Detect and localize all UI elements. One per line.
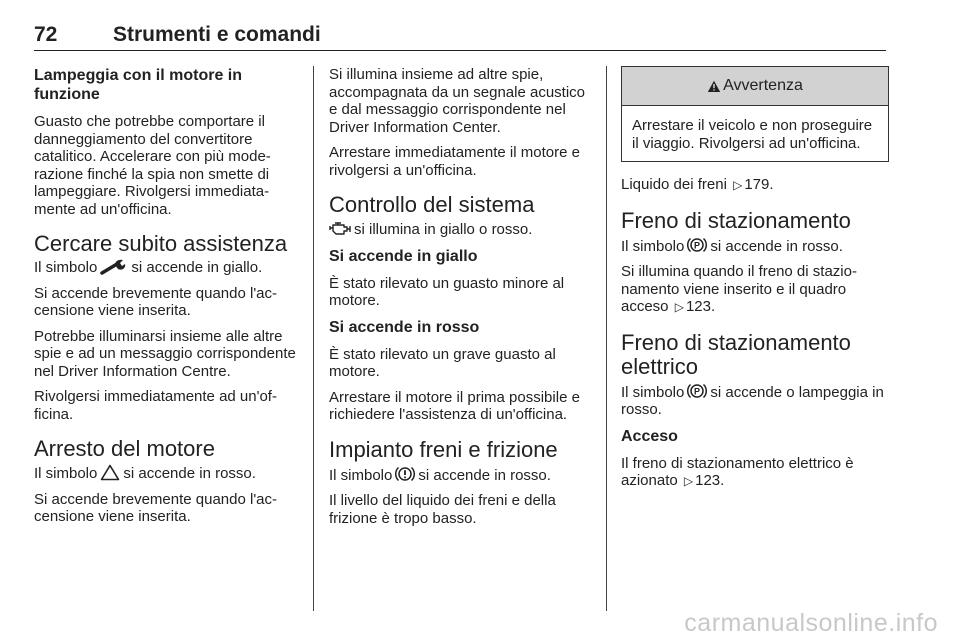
section-title: Strumenti e comandi — [113, 23, 321, 46]
warning-triangle-icon — [707, 80, 721, 93]
text: Il simbolo — [34, 465, 98, 482]
heading-parking-brake: Freno di stazionamento — [621, 207, 851, 233]
cross-reference-arrow-icon: ▷ — [733, 178, 743, 192]
paragraph-brake-symbol — [329, 465, 595, 485]
heading-seek-assistance: Cercare subito assistenza — [34, 231, 288, 256]
heading-brake-clutch-system: Impianto freni e frizione — [329, 436, 558, 462]
heading-engine-stop: Arresto del motore — [34, 436, 215, 461]
warning-title: Avvertenza — [723, 77, 803, 95]
text: si accende in rosso. — [123, 465, 256, 482]
warning-header — [622, 67, 888, 106]
header-rule — [34, 50, 886, 51]
text: si accende in rosso. — [710, 237, 843, 255]
column-3 — [621, 66, 889, 499]
heading-electric-parking-brake: Freno di stazionamento elettrico — [621, 329, 851, 379]
text: Liquido dei freni — [621, 176, 727, 193]
cross-reference-arrow-icon: ▷ — [674, 300, 684, 314]
heading-lights-yellow: Si accende in giallo — [329, 247, 478, 265]
text: Il simbolo — [329, 466, 393, 484]
watermark: carmanualsonline.info — [684, 609, 938, 637]
paragraph: Rivolgersi immediatamente ad un'officina. — [34, 388, 277, 423]
text: Il simbolo — [621, 383, 685, 401]
paragraph: Arrestare il motore il prima possibile e richiedere l'assistenza di un'officina. — [329, 388, 580, 423]
heading-flashing-engine-running: Lampeggia con il motore in funzione — [34, 67, 243, 103]
text: si illumina in giallo o rosso. — [354, 221, 533, 238]
text: Si illumina quando il freno di stazionamento viene inserito e il quadro acceso — [621, 263, 857, 315]
paragraph: Il livello del liquido dei freni e della frizione è tropo basso. — [329, 492, 556, 527]
page-reference: 123. — [695, 472, 725, 489]
parking-brake-icon — [687, 382, 707, 400]
paragraph-electric-parking-ref — [621, 455, 889, 491]
page-number: 72 — [34, 23, 58, 46]
heading-system-check: Controllo del sistema — [329, 192, 535, 217]
wrench-icon — [100, 259, 128, 275]
svg-text:P: P — [694, 385, 701, 396]
text: Il simbolo — [34, 259, 98, 276]
column-2 — [329, 66, 595, 535]
text: si accende in giallo. — [131, 259, 263, 276]
warning-triangle-icon — [100, 464, 120, 481]
brake-circle-icon — [395, 465, 415, 483]
paragraph-brake-fluid-ref — [621, 176, 889, 195]
column-divider — [313, 66, 314, 611]
paragraph-engine-symbol — [329, 220, 595, 239]
paragraph: Si illumina insieme ad altre spie, accompagnata da un segnale acustico e dal messaggio corrispondente nel Driver Information Center. — [329, 66, 586, 136]
paragraph: Potrebbe illuminarsi insieme alle altre spie e ad un messaggio corrispondente nel Driver Information Centre. — [34, 327, 296, 380]
paragraph: È stato rilevato un guasto minore al motore. — [329, 274, 565, 309]
warning-body — [622, 106, 888, 161]
text: si accende o lampeggia in rosso. — [621, 383, 884, 418]
parking-brake-icon — [687, 236, 707, 254]
page-reference: 123. — [685, 298, 716, 315]
paragraph: Si accende brevemente quando l'accensione viene inserita. — [34, 490, 278, 525]
heading-on: Acceso — [621, 427, 678, 445]
paragraph: È stato rilevato un grave guasto al motore. — [329, 345, 556, 380]
heading-lights-red: Si accende in rosso — [329, 318, 480, 336]
text: Il simbolo — [621, 237, 685, 255]
paragraph: Guasto che potrebbe comportare il danneggiamento del convertitore catalitico. Accelerare con più moderazione finché la spia non smette di lampeggiare. Rivolgersi immediatamente ad un'officina. — [34, 113, 271, 218]
page-reference: 179. — [744, 176, 774, 193]
paragraph-triangle-symbol — [34, 464, 298, 483]
svg-text:P: P — [694, 239, 701, 250]
paragraph-parking-ref — [621, 263, 889, 317]
column-1 — [34, 66, 298, 534]
paragraph: Arrestare il veicolo e non proseguire il viaggio. Rivolgersi ad un'officina. — [632, 117, 873, 152]
text: si accende in rosso. — [418, 466, 551, 484]
cross-reference-arrow-icon: ▷ — [683, 474, 694, 488]
paragraph-wrench-symbol — [34, 259, 298, 277]
paragraph: Arrestare immediatamente il motore e rivolgersi a un'officina. — [329, 144, 580, 179]
paragraph: Si accende brevemente quando l'accensione viene inserita. — [34, 284, 278, 319]
column-divider — [606, 66, 607, 611]
paragraph-electric-parking-symbol — [621, 382, 889, 419]
warning-box — [621, 66, 889, 162]
paragraph-parking-symbol — [621, 236, 889, 256]
page-header — [34, 22, 886, 50]
engine-control-icon — [329, 220, 351, 237]
text: Il freno di stazionamento elettrico è azionato — [621, 454, 854, 489]
